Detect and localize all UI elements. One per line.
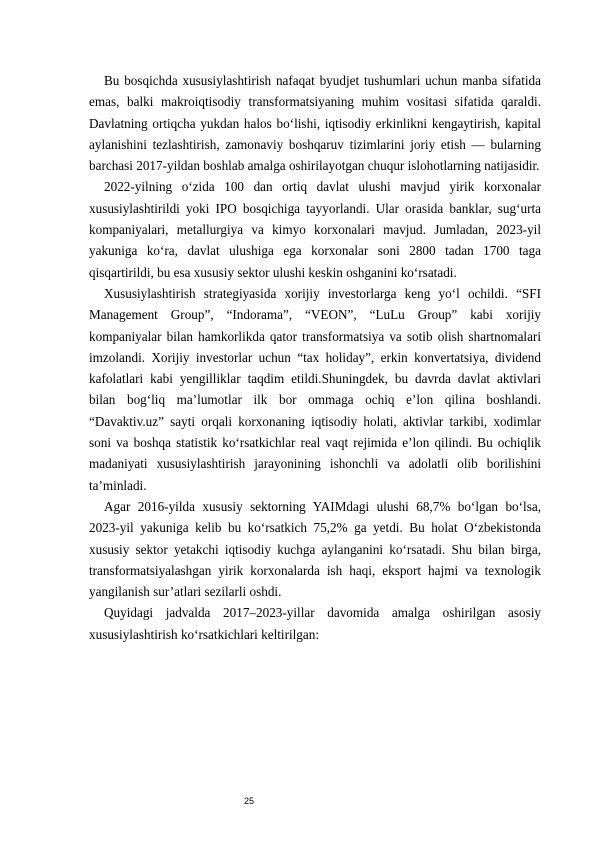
paragraph-foreign-investors: Xususiylashtirish strategiyasida xorijiy investorlarga keng yo‘l ochildi. “SFI Management Group”, “Indorama”, “VEON”, “LuLu Group” kabi xorijiy kompaniyalar bilan hamkorlikda qator transformatsiya va sotib olish shartnomalari imzolandi. Xorijiy investorlar uchun “tax holiday”, erkin konvertatsiya, dividend kafolatlari kabi yengilliklar taqdim etildi.Shuningdek, bu davrda davlat aktivlari bilan bog‘liq ma’lumotlar ilk bor ommaga ochiq e’lon qilina boshlandi. “Davaktiv.uz” sayti orqali korxonaning iqtisodiy holati, aktivlar tarkibi, xodimlar soni va boshqa statistik ko‘rsatkichlar real vaqt rejimida e’lon qilindi. Bu ochiqlik madaniyati xususiylashtirish jarayonining ishonchli va adolatli olib borilishini ta’minladi. — [89, 285, 541, 493]
paragraph-gdp-share: Agar 2016-yilda xususiy sektorning YAIMdagi ulushi 68,7% bo‘lgan bo‘lsa, 2023-yil yakuniga kelib bu ko‘rsatkich 75,2% ga yetdi. Bu holat O‘zbekistonda xususiy sektor yetakchi iqtisodiy kuchga aylanganini ko‘rsatadi. Shu bilan birga, transformatsiyalashgan yirik korxonalarda ish haqi, eksport hajmi va texnologik yangilanish sur’atlari sezilarli oshdi. — [89, 498, 541, 600]
paragraph-privatization-stage: Bu bosqichda xususiylashtirish nafaqat byudjet tushumlari uchun manba sifatida emas, balki makroiqtisodiy transformatsiyaning muhim vositasi sifatida qaraldi. Davlatning ortiqcha yukdan halos bo‘lishi, iqtisodiy erkinlikni kengaytirish, kapital aylanishini tezlashtirish, zamonaviy boshqaruv tizimlarini joriy etish — bularning barchasi 2017-yildan boshlab amalga oshirilayotgan chuqur islohotlarning natijasidir. — [89, 73, 541, 174]
body-text — [89, 70, 541, 645]
paragraph-2022-enterprises: 2022-yilning o‘zida 100 dan ortiq davlat ulushi mavjud yirik korxonalar xususiylashtirildi yoki IPO bosqichiga tayyorlandi. Ular orasida banklar, sug‘urta kompaniyalari, metallurgiya va kimyo korxonalari mavjud. Jumladan, 2023-yil yakuniga ko‘ra, davlat ulushiga ega korxonalar soni 2800 tadan 1700 taga qisqartirildi, bu esa xususiy sektor ulushi keskin oshganini ko‘rsatadi. — [89, 179, 541, 280]
page-number: 25 — [243, 796, 254, 806]
paragraph-table-intro: Quyidagi jadvalda 2017–2023-yillar davomida amalga oshirilgan asosiy xususiylashtirish ko‘rsatkichlari keltirilgan: — [89, 605, 541, 642]
